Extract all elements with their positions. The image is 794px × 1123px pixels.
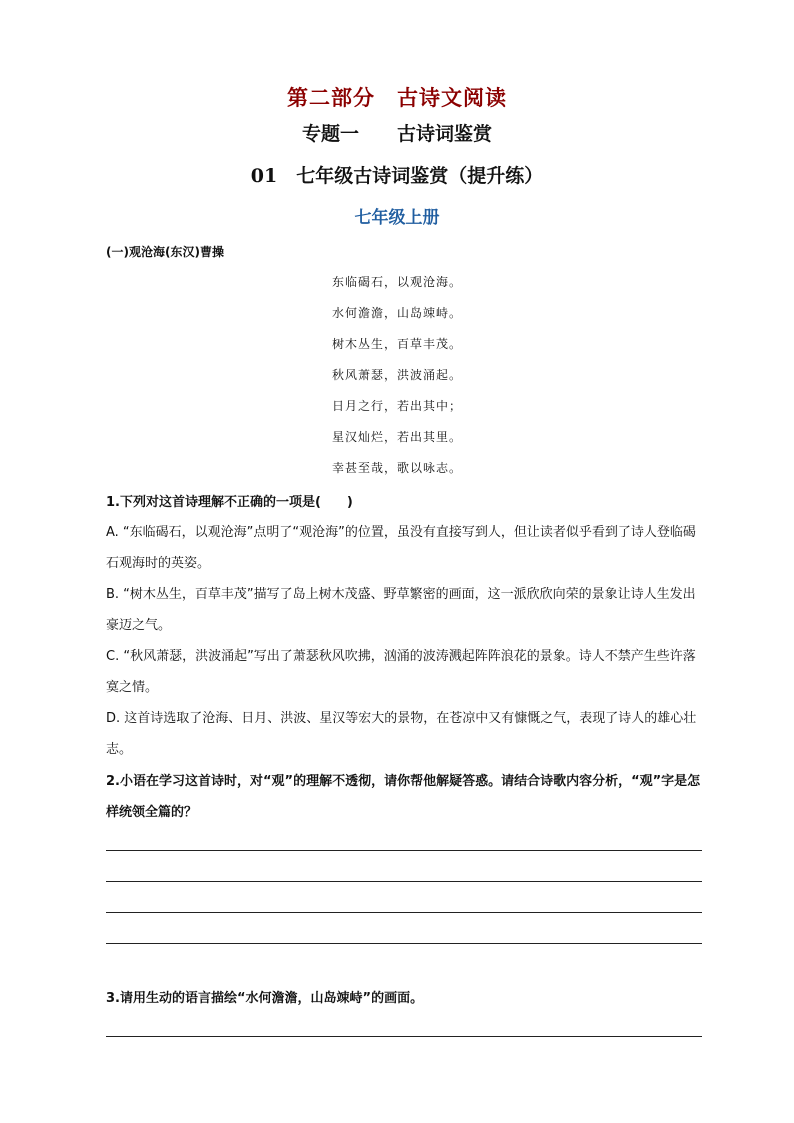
answer-line[interactable] — [106, 943, 702, 944]
topic-title: 专题一 古诗词鉴赏 — [301, 123, 492, 145]
question-1-option-d: D. 这首诗选取了沧海、日月、洪波、星汉等宏大的景物，在苍凉中又有慷慨之气，表现了诗人的雄心壮志。 — [106, 711, 697, 757]
grade-title: 七年级上册 — [354, 208, 440, 228]
answer-line[interactable] — [106, 1036, 702, 1037]
answer-line[interactable] — [106, 912, 702, 913]
poem-line: 星汉灿烂，若出其里。 — [331, 430, 462, 444]
poem-line: 树木丛生，百草丰茂。 — [331, 337, 462, 351]
poem-line: 日月之行，若出其中； — [331, 399, 462, 413]
poem-line: 秋风萧瑟，洪波涌起。 — [331, 368, 462, 382]
poem-line: 东临碣石，以观沧海。 — [331, 275, 462, 289]
poem-body — [0, 272, 794, 489]
answer-line[interactable] — [106, 850, 702, 851]
question-1-stem: 1.下列对这首诗理解不正确的一项是( ) — [106, 495, 353, 510]
part-title: 第二部分 古诗文阅读 — [287, 85, 507, 110]
question-1-option-c: C. “秋风萧瑟，洪波涌起”写出了萧瑟秋风吹拂，汹涌的波涛溅起阵阵浪花的景象。诗人不禁产生些许落寞之情。 — [106, 649, 696, 695]
poem-line: 幸甚至哉，歌以咏志。 — [331, 461, 462, 475]
lesson-title: 01 七年级古诗词鉴赏（提升练） — [250, 165, 544, 187]
question-2-stem: 2.小语在学习这首诗时，对“观”的理解不透彻，请你帮他解疑答惑。请结合诗歌内容分析，“观”字是怎样统领全篇的？ — [106, 774, 701, 820]
question-1-option-b: B. “树木丛生，百草丰茂”描写了岛上树木茂盛、野草繁密的画面，这一派欣欣向荣的景象让诗人生发出豪迈之气。 — [106, 587, 696, 633]
poem-heading: (一)观沧海(东汉)曹操 — [106, 245, 224, 259]
question-1-option-a: A. “东临碣石，以观沧海”点明了“观沧海”的位置，虽没有直接写到人，但让读者似乎看到了诗人登临碣石观海时的英姿。 — [106, 525, 696, 571]
question-3-stem: 3.请用生动的语言描绘“水何澹澹，山岛竦峙”的画面。 — [106, 991, 424, 1006]
answer-line[interactable] — [106, 881, 702, 882]
poem-line: 水何澹澹，山岛竦峙。 — [331, 306, 462, 320]
